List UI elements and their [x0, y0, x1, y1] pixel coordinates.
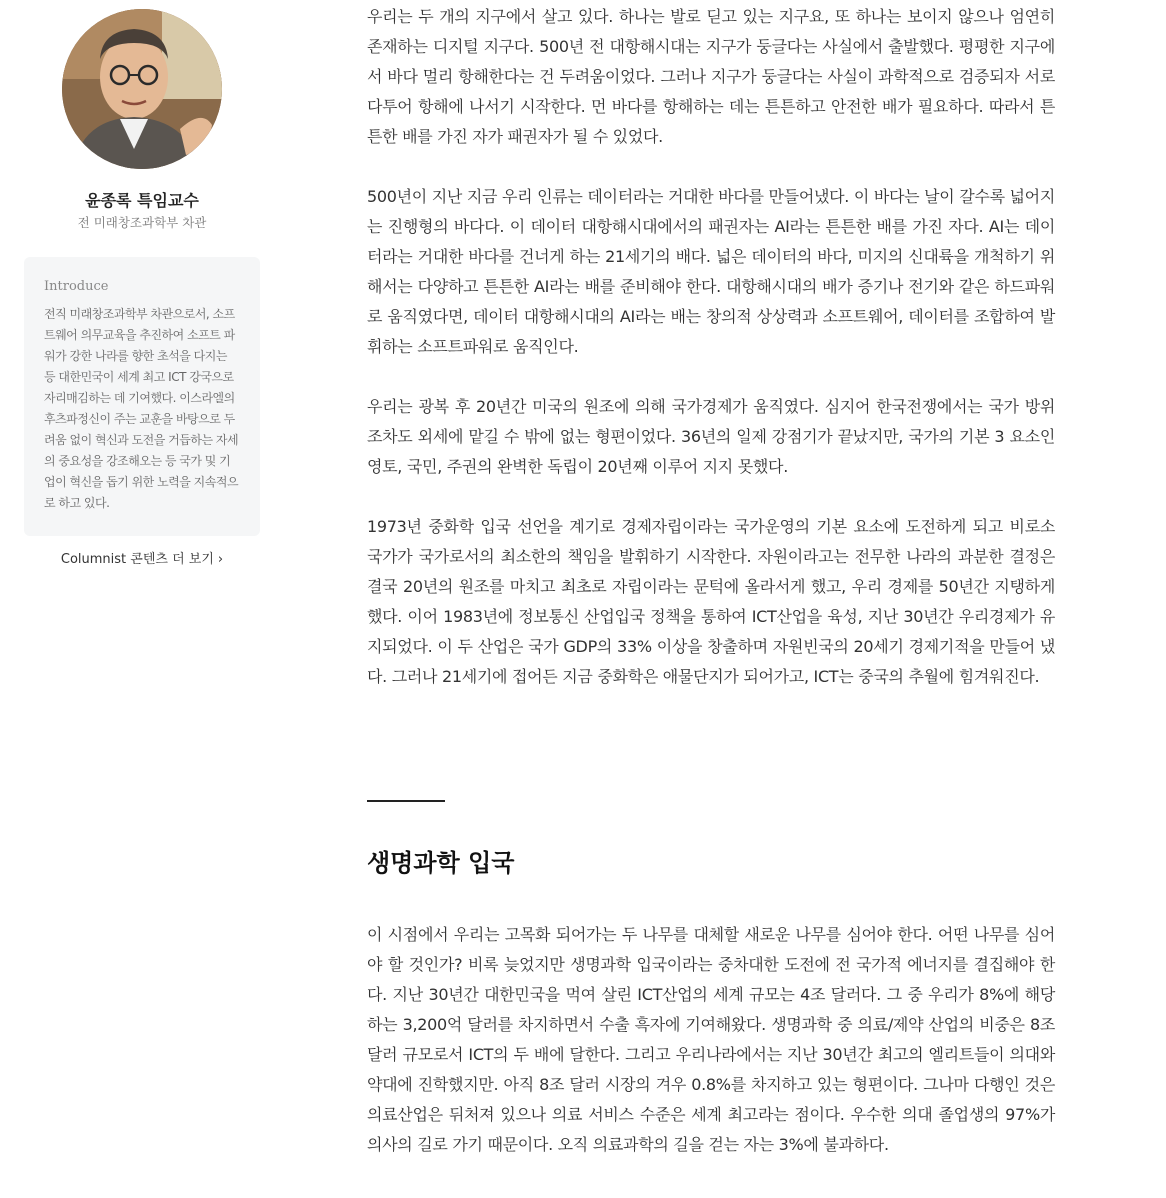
author-portrait-icon	[62, 9, 222, 169]
author-name: 윤종록 특임교수	[85, 191, 199, 210]
article-paragraph: 우리는 두 개의 지구에서 살고 있다. 하나는 발로 딛고 있는 지구요, 또 하나는 보이지 않으나 엄연히 존재하는 디지털 지구다. 500년 전 대항해시대는 지구가 둥글다는 사실에서 출발했다. 평평한 지구에서 바다 멀리 항해한다는 건 두려움이었다. 그러나 지구가 둥글다는 사실이 과학적으로 검증되자 서로 다투어 항해에 나서기 시작한다. 먼 바다를 항해하는 데는 튼튼하고 안전한 배가 필요하다. 따라서 튼튼한 배를 가진 자가 패권자가 될 수 있었다.	[367, 7, 1055, 146]
author-title: 전 미래창조과학부 차관	[77, 215, 207, 230]
article-paragraph: 이 시점에서 우리는 고목화 되어가는 두 나무를 대체할 새로운 나무를 심어야 한다. 어떤 나무를 심어야 할 것인가? 비록 늦었지만 생명과학 입국이라는 중차대한 도전에 전 국가적 에너지를 결집해야 한다. 지난 30년간 대한민국을 먹여 살린 ICT산업의 세계 규모는 4조 달러다. 그 중 우리가 8%에 해당하는 3,200억 달러를 차지하면서 수출 흑자에 기여해왔다. 생명과학 중 의료/제약 산업의 비중은 8조 달러 규모로서 ICT의 두 배에 달한다. 그리고 우리나라에서는 지난 30년간 최고의 엘리트들이 의대와 약대에 진학했지만. 아직 8조 달러 시장의 겨우 0.8%를 차지하고 있는 형편이다. 그나마 다행인 것은 의료산업은 뒤처져 있으나 의료 서비스 수준은 세계 최고라는 점이다. 우수한 의대 졸업생의 97%가 의사의 길로 가기 때문이다. 오직 의료과학의 길을 걷는 자는 3%에 불과하다.	[367, 925, 1055, 1154]
section-divider	[367, 800, 445, 802]
intro-text: 전직 미래창조과학부 차관으로서, 소프트웨어 의무교육을 추진하여 소프트 파워가 강한 나라를 향한 초석을 다지는 등 대한민국이 세계 최고 ICT 강국으로 자리매김하는 데 기여했다. 이스라엘의 후츠파정신이 주는 교훈을 바탕으로 두려움 없이 혁신과 도전을 거듭하는 자세의 중요성을 강조해오는 등 국가 및 기업이 혁신을 돕기 위한 노력을 지속적으로 하고 있다.	[44, 307, 239, 510]
columnist-more-link[interactable]	[24, 548, 260, 567]
section-title: 생명과학 입국	[367, 849, 515, 877]
intro-heading: Introduce	[44, 279, 109, 294]
chevron-right-icon: ›	[217, 552, 224, 567]
article-paragraph: 우리는 광복 후 20년간 미국의 원조에 의해 국가경제가 움직였다. 심지어 한국전쟁에서는 국가 방위 조차도 외세에 맡길 수 밖에 없는 형편이었다. 36년의 일제 강점기가 끝났지만, 국가의 기본 3 요소인 영토, 국민, 주권의 완벽한 독립이 20년째 이루어 지지 못했다.	[367, 397, 1055, 476]
intro-box	[24, 257, 260, 536]
article-paragraph: 1973년 중화학 입국 선언을 계기로 경제자립이라는 국가운영의 기본 요소에 도전하게 되고 비로소 국가가 국가로서의 최소한의 책임을 발휘하기 시작한다. 자원이라고는 전무한 나라의 과분한 결정은 결국 20년의 원조를 마치고 최초로 자립이라는 문턱에 올라서게 했고, 우리 경제를 50년간 지탱하게 했다. 이어 1983년에 정보통신 산업입국 정책을 통하여 ICT산업을 육성, 지난 30년간 우리경제가 유지되었다. 이 두 산업은 국가 GDP의 33% 이상을 창출하며 자원빈국의 20세기 경제기적을 만들어 냈다. 그러나 21세기에 접어든 지금 중화학은 애물단지가 되어가고, ICT는 중국의 추월에 힘겨워진다.	[367, 517, 1055, 686]
more-link-label: Columnist 콘텐츠 더 보기	[60, 552, 214, 567]
article-paragraph: 500년이 지난 지금 우리 인류는 데이터라는 거대한 바다를 만들어냈다. 이 바다는 날이 갈수록 넓어지는 진행형의 바다다. 이 데이터 대항해시대에서의 패권자는 AI라는 튼튼한 배를 가진 자다. AI는 데이터라는 거대한 바다를 건너게 하는 21세기의 배다. 넓은 데이터의 바다, 미지의 신대륙을 개척하기 위해서는 다양하고 튼튼한 AI라는 배를 준비해야 한다. 대항해시대의 배가 증기나 전기와 같은 하드파워로 움직였다면, 데이터 대항해시대의 AI라는 배는 창의적 상상력과 소프트웨어, 데이터를 조합하여 발휘하는 소프트파워로 움직인다.	[367, 187, 1055, 356]
author-avatar	[62, 9, 222, 169]
